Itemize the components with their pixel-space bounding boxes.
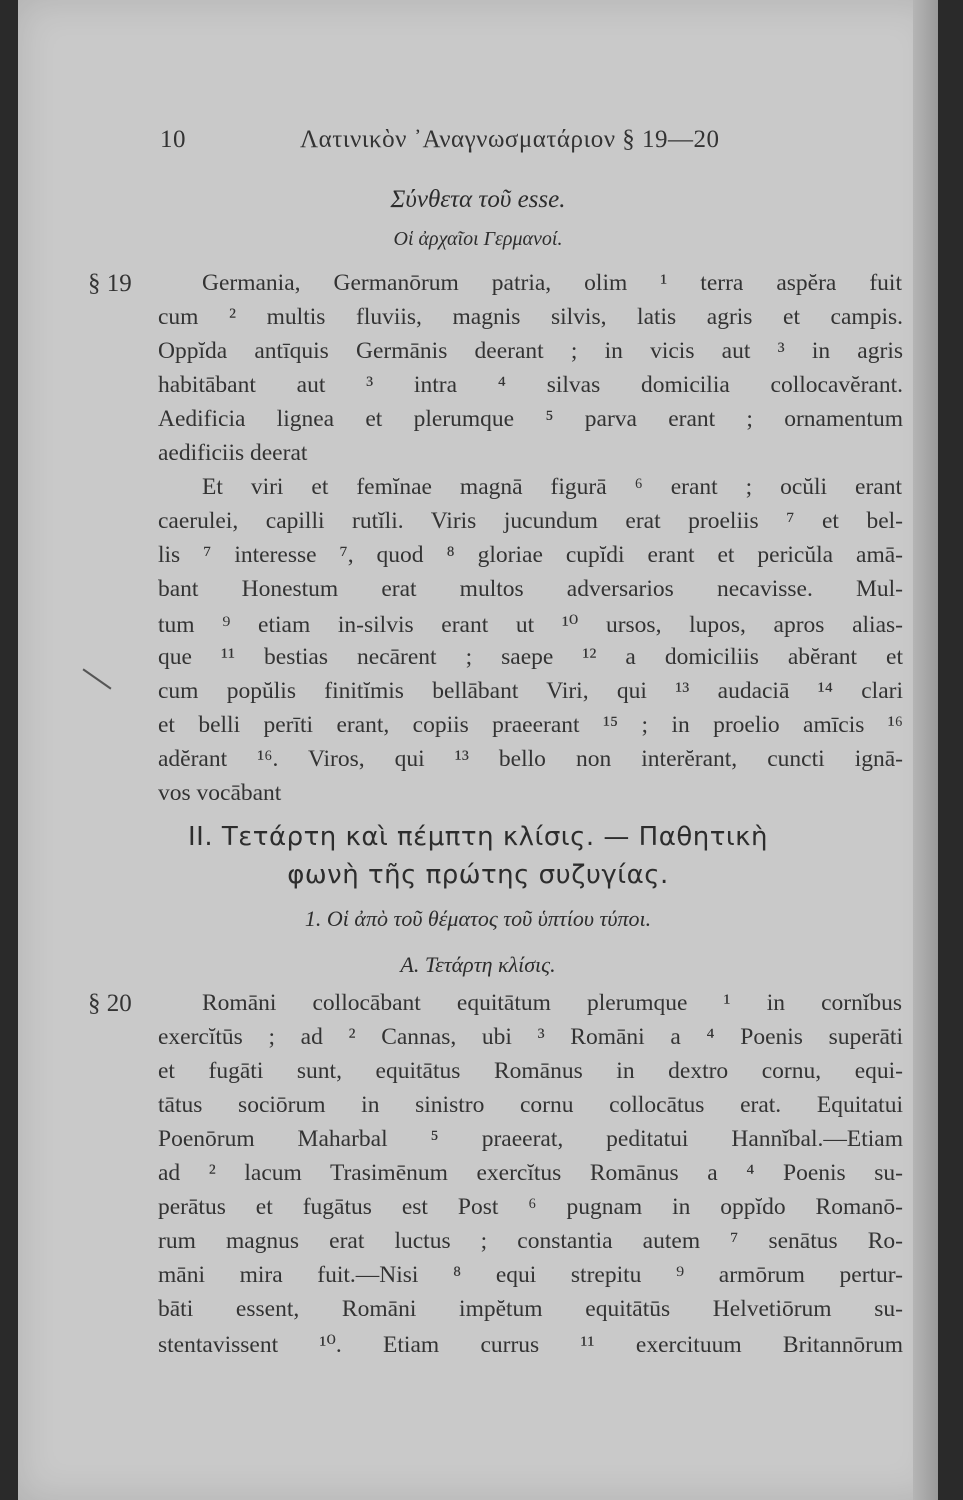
text-line: ad ² lacum Trasimēnum exercĭtus Romānus a ⁴ Poenis su- — [158, 1160, 903, 1186]
text-line: Oppĭda antīquis Germānis deerant ; in vicis aut ³ in agris — [158, 338, 903, 364]
text-line: que ¹¹ bestias necārent ; saepe ¹² a domiciliis abĕrant et — [158, 644, 903, 670]
text-line: caerulei, capilli rutĭli. Viris jucundum erat proeliis ⁷ et bel- — [158, 508, 903, 534]
text-line: et belli perīti erant, copiis praeerant ¹⁵ ; in proelio amīcis ¹⁶ — [158, 712, 903, 738]
subheading-1: 1. Οἱ ἀπὸ τοῦ θέματος τοῦ ὑπτίου τύποι. — [304, 906, 652, 931]
text-line: adĕrant ¹⁶. Viros, qui ¹³ bello non interĕrant, cuncti ignā- — [158, 746, 903, 772]
page-number: 10 — [160, 126, 186, 153]
text-line: Poenōrum Maharbal ⁵ praeerat, peditatui Hannĭbal.—Etiam — [158, 1126, 903, 1152]
chapter-heading-line1: II. Τετάρτη καὶ πέμπτη κλίσις. — Παθητικὴ — [188, 822, 768, 852]
subheading-a: Α. Τετάρτη κλίσις. — [400, 952, 556, 977]
chapter-heading-line2: φωνὴ τῆς πρώτης συζυγίας. — [287, 860, 669, 890]
paragraph-number-19: § 19 — [88, 270, 132, 297]
text-line: Et viri et femĭnae magnā figurā ⁶ erant ; ocŭli erant — [202, 474, 902, 500]
text-line: Romāni collocābant equitātum plerumque ¹ in cornĭbus — [202, 990, 902, 1016]
page-edge — [913, 0, 938, 1500]
text-line: stentavissent ¹⁰. Etiam currus ¹¹ exercituum Britannōrum — [158, 1332, 903, 1358]
text-line: māni mira fuit.—Nisi ⁸ equi strepitu ⁹ armōrum pertur- — [158, 1262, 903, 1288]
text-line: bāti essent, Romāni impĕtum equitātūs Helvetiōrum su- — [158, 1296, 903, 1322]
text-line: bant Honestum erat multos adversarios necavisse. Mul- — [158, 576, 903, 602]
text-line: aedificiis deerat — [158, 440, 308, 466]
text-line: tum ⁹ etiam in-silvis erant ut ¹⁰ ursos, lupos, apros alias- — [158, 612, 903, 638]
text-line: vos vocābant — [158, 780, 282, 806]
text-line: et fugāti sunt, equitātus Romānus in dextro cornu, equi- — [158, 1058, 903, 1084]
text-line: perātus et fugātus est Post ⁶ pugnam in oppĭdo Romanō- — [158, 1194, 903, 1220]
text-line: habitābant aut ³ intra ⁴ silvas domicilia collocavĕrant. — [158, 372, 903, 398]
book-page — [18, 0, 938, 1500]
text-line: cum ² multis fluviis, magnis silvis, latis agris et campis. — [158, 304, 903, 330]
text-line: cum popŭlis finitĭmis bellābant Viri, qui ¹³ audaciā ¹⁴ clari — [158, 678, 903, 704]
paragraph-number-20: § 20 — [88, 990, 132, 1017]
text-line: lis ⁷ interesse ⁷, quod ⁸ gloriae cupĭdi erant et pericŭla amā- — [158, 542, 903, 568]
text-line: exercĭtūs ; ad ² Cannas, ubi ³ Romāni a ⁴ Poenis superāti — [158, 1024, 903, 1050]
text-line: Germania, Germanōrum patria, olim ¹ terra aspĕra fuit — [202, 270, 902, 296]
text-line: tātus sociōrum in sinistro cornu collocātus erat. Equitatui — [158, 1092, 903, 1118]
margin-pencil-mark — [83, 668, 112, 689]
section-title: Σύνθετα τοῦ esse. — [390, 186, 566, 213]
running-header: Λατινικὸν ᾿Αναγνωσματάριον § 19—20 — [300, 126, 720, 153]
text-line: rum magnus erat luctus ; constantia autem ⁷ senātus Ro- — [158, 1228, 903, 1254]
text-line: Aedificia lignea et plerumque ⁵ parva erant ; ornamentum — [158, 406, 903, 432]
section-subtitle: Οἱ ἀρχαῖοι Γερμανοί. — [393, 228, 563, 250]
